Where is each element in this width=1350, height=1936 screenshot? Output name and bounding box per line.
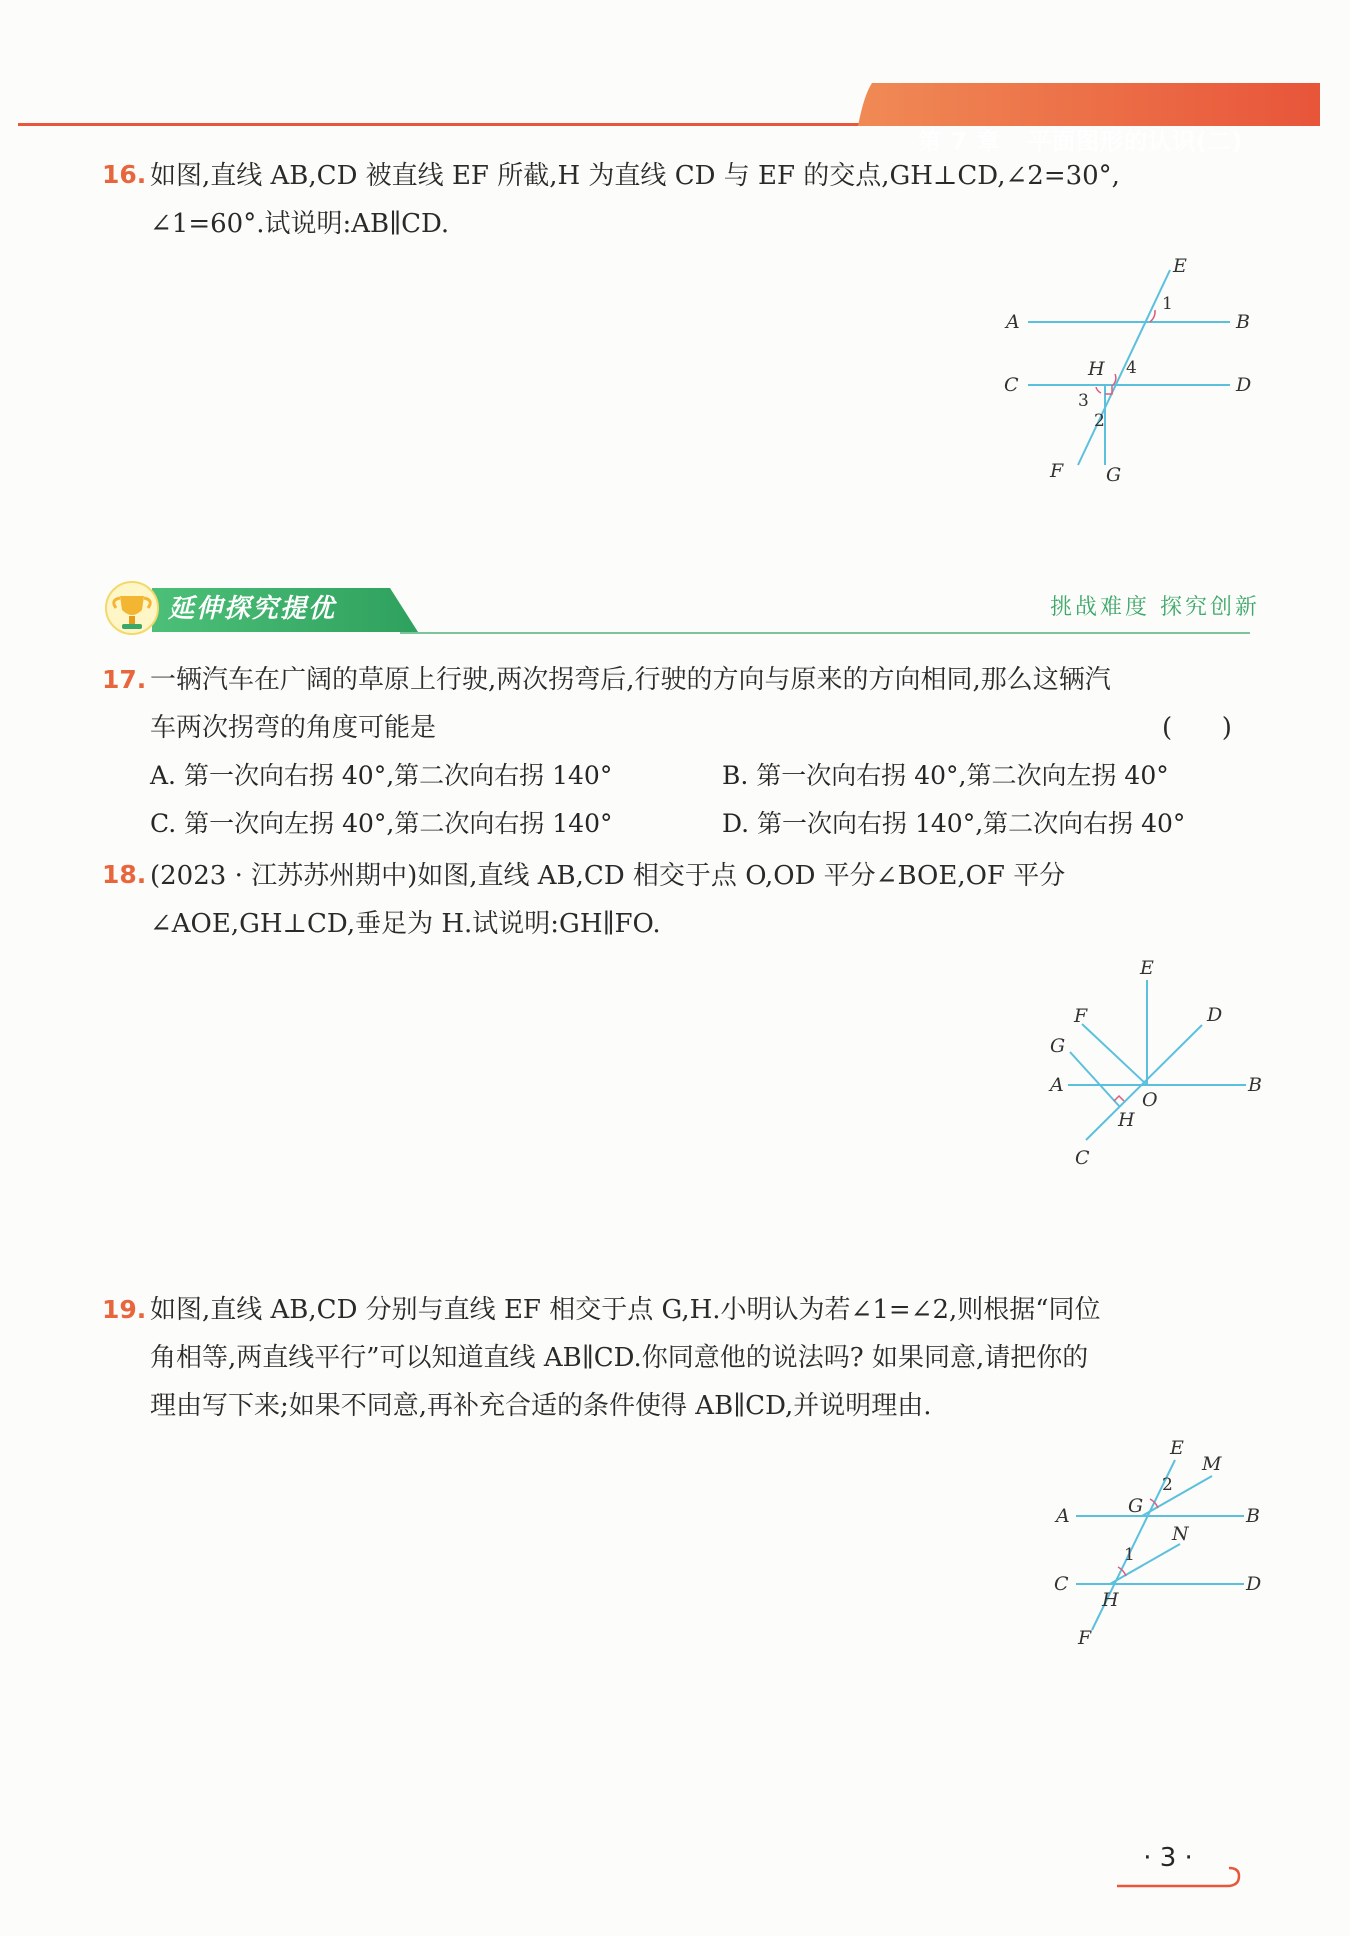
q18-label-A: A bbox=[1050, 1074, 1064, 1096]
q16-number: 16. bbox=[102, 160, 147, 189]
q19-label-B: B bbox=[1246, 1505, 1260, 1527]
q19-label-D: D bbox=[1246, 1573, 1262, 1595]
chapter-title bbox=[900, 88, 1300, 155]
q17-option-d: D. 第一次向右拐 140°,第二次向右拐 40° bbox=[722, 809, 1186, 838]
q17-text-line1: 一辆汽车在广阔的草原上行驶,两次拐弯后,行驶的方向与原来的方向相同,那么这辆汽 bbox=[150, 665, 1111, 695]
q18-label-O: O bbox=[1142, 1089, 1158, 1111]
q18-label-C: C bbox=[1075, 1147, 1090, 1169]
q16-label-A: A bbox=[1006, 311, 1020, 333]
chapter-number: 第 7 章 bbox=[918, 129, 1002, 155]
q17-option-c: C. 第一次向左拐 40°,第二次向右拐 140° bbox=[150, 809, 613, 838]
q16-angle-4: 4 bbox=[1126, 358, 1137, 378]
q16-label-G: G bbox=[1106, 464, 1122, 486]
q16-label-D: D bbox=[1236, 374, 1252, 396]
q18-text-line1: (2023 · 江苏苏州期中)如图,直线 AB,CD 相交于点 O,OD 平分∠BOE,OF 平分 bbox=[150, 861, 1066, 891]
q19-text-line1: 如图,直线 AB,CD 分别与直线 EF 相交于点 G,H.小明认为若∠1=∠2,则根据“同位 bbox=[150, 1295, 1101, 1325]
q17-number: 17. bbox=[102, 665, 147, 694]
q19-label-M: M bbox=[1202, 1453, 1222, 1475]
q18-label-B: B bbox=[1248, 1074, 1262, 1096]
q19-label-G: G bbox=[1128, 1495, 1144, 1517]
q16-text-line2: ∠1=60°.试说明:AB∥CD. bbox=[150, 209, 450, 239]
q16-label-H: H bbox=[1088, 358, 1105, 380]
q19-label-E: E bbox=[1170, 1437, 1184, 1459]
q19-label-F: F bbox=[1078, 1627, 1092, 1649]
q19-label-N: N bbox=[1172, 1523, 1189, 1545]
q19-angle-1: 1 bbox=[1124, 1545, 1135, 1565]
q16-figure bbox=[990, 245, 1260, 495]
q18-label-H: H bbox=[1118, 1109, 1135, 1131]
q16-label-B: B bbox=[1236, 311, 1250, 333]
q18-label-D: D bbox=[1207, 1004, 1223, 1026]
q17-answer-paren: ( ) bbox=[1162, 713, 1232, 743]
q16-label-F: F bbox=[1050, 460, 1064, 482]
q19-label-C: C bbox=[1054, 1573, 1069, 1595]
q16-label-C: C bbox=[1004, 374, 1019, 396]
q18-label-G: G bbox=[1050, 1035, 1066, 1057]
q19-number: 19. bbox=[102, 1295, 147, 1324]
q19-angle-2: 2 bbox=[1162, 1475, 1173, 1495]
q16-angle-3: 3 bbox=[1078, 391, 1089, 411]
q19-text-line3: 理由写下来;如果不同意,再补充合适的条件使得 AB∥CD,并说明理由. bbox=[150, 1391, 932, 1421]
q19-figure bbox=[1040, 1430, 1280, 1650]
section-banner-title: 延伸探究提优 bbox=[168, 594, 337, 624]
q18-figure bbox=[1030, 950, 1270, 1180]
chapter-name: 平面图形的认识(二) bbox=[1028, 129, 1244, 155]
section-slogan: 挑战难度 探究创新 bbox=[1050, 595, 1260, 620]
section-rule bbox=[400, 632, 1250, 634]
q18-label-F: F bbox=[1074, 1005, 1088, 1027]
q17-option-b: B. 第一次向右拐 40°,第二次向左拐 40° bbox=[722, 761, 1169, 790]
q16-label-E: E bbox=[1173, 255, 1187, 277]
q18-text-line2: ∠AOE,GH⊥CD,垂足为 H.试说明:GH∥FO. bbox=[150, 909, 661, 939]
page-number-ornament bbox=[1115, 1864, 1245, 1894]
q18-number: 18. bbox=[102, 860, 147, 889]
q19-label-A: A bbox=[1056, 1505, 1070, 1527]
q16-angle-1: 1 bbox=[1162, 294, 1173, 314]
q17-option-a: A. 第一次向右拐 40°,第二次向右拐 140° bbox=[150, 761, 613, 790]
trophy-icon bbox=[106, 582, 158, 634]
q16-text-line1: 如图,直线 AB,CD 被直线 EF 所截,H 为直线 CD 与 EF 的交点,GH⊥CD,∠2=30°, bbox=[150, 161, 1120, 191]
q18-label-E: E bbox=[1140, 957, 1154, 979]
page-number: · 3 · bbox=[1143, 1843, 1193, 1873]
q17-text-line2: 车两次拐弯的角度可能是 bbox=[150, 713, 437, 743]
q19-label-H: H bbox=[1102, 1589, 1119, 1611]
q19-text-line2: 角相等,两直线平行”可以知道直线 AB∥CD.你同意他的说法吗? 如果同意,请把你的 bbox=[150, 1343, 1089, 1373]
q16-angle-2: 2 bbox=[1094, 411, 1105, 431]
